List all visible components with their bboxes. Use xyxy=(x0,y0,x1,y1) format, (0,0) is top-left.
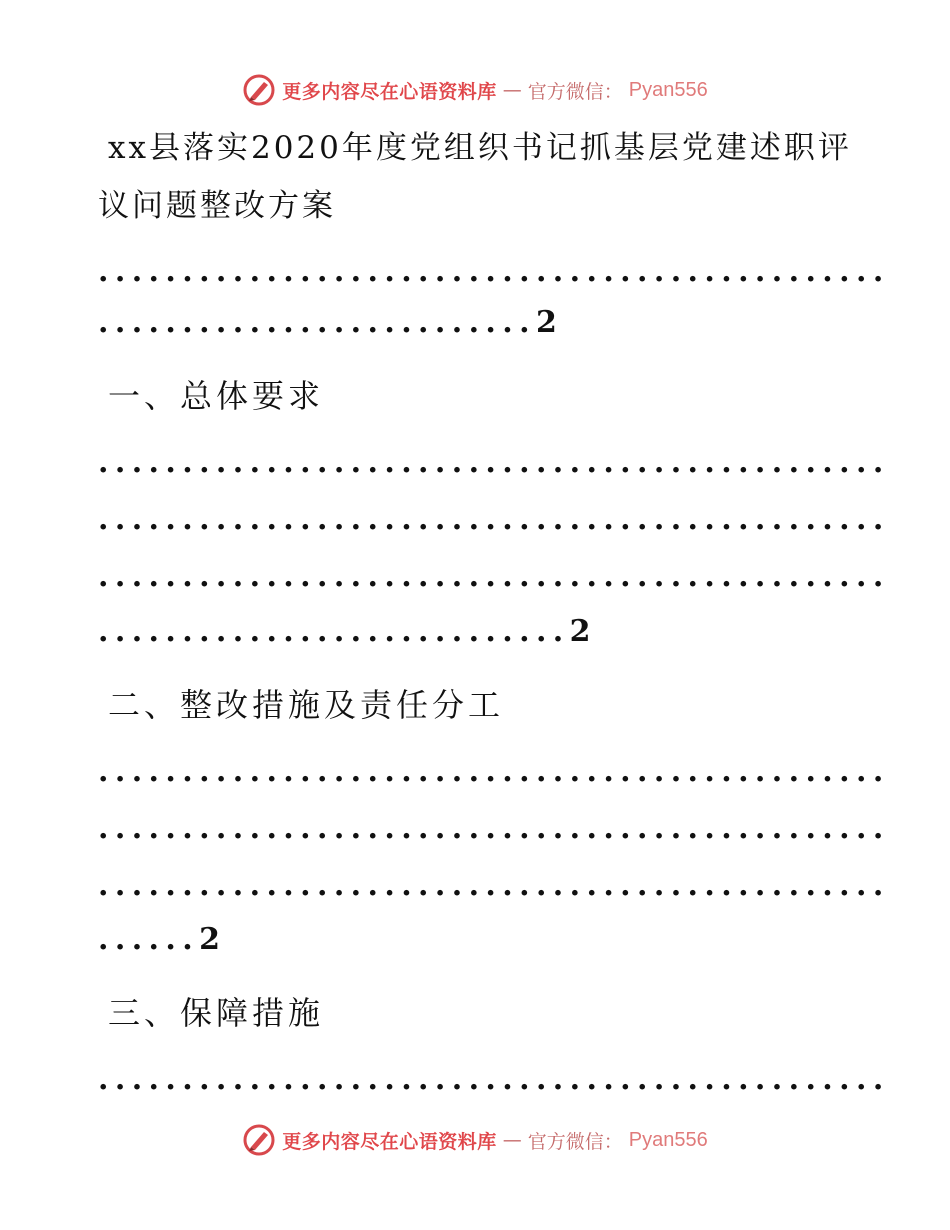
dot-leader: ............................................... xyxy=(98,254,890,289)
watermark-site-text: 更多内容尽在心语资料库 xyxy=(282,80,497,103)
watermark-wechat-label: 官方微信： xyxy=(527,80,623,103)
toc-page-number: 2 xyxy=(199,922,227,957)
watermark-separator: — xyxy=(502,79,522,101)
toc-page-number: 2 xyxy=(569,614,597,649)
pen-logo-icon xyxy=(242,73,276,107)
dot-leader: ............................2 xyxy=(98,614,597,649)
dot-leader: ............................................... xyxy=(98,1062,890,1097)
toc-title-line-1: xx县落实2020年度党组织书记抓基层党建述职评 xyxy=(108,130,852,166)
toc-entry-label: 三、保障措施 xyxy=(108,994,325,1032)
toc-title-line-2: 议问题整改方案 xyxy=(98,188,336,224)
watermark-banner-bottom xyxy=(0,1120,950,1160)
dot-leader: ............................................... xyxy=(98,868,890,903)
dot-leader: ..........................2 xyxy=(98,305,564,340)
dot-leader: ............................................... xyxy=(98,559,890,594)
pen-logo-icon xyxy=(242,1123,276,1157)
toc-entry-label: 一、总体要求 xyxy=(108,377,325,415)
watermark-site-text: 更多内容尽在心语资料库 xyxy=(282,1130,497,1153)
toc-page-number: 2 xyxy=(535,305,564,340)
dot-leader: ......2 xyxy=(98,922,227,957)
watermark-wechat-label: 官方微信： xyxy=(527,1130,623,1153)
dot-leader: ............................................... xyxy=(98,754,890,789)
watermark-wechat-id: Pyan556 xyxy=(628,78,708,101)
toc-entry-label: 二、整改措施及责任分工 xyxy=(108,686,505,724)
watermark-separator: — xyxy=(502,1129,522,1151)
dot-leader: ............................................... xyxy=(98,502,890,537)
dot-leader: ............................................... xyxy=(98,811,890,846)
dot-leader: ............................................... xyxy=(98,445,890,480)
watermark-banner-top xyxy=(0,70,950,110)
watermark-wechat-id: Pyan556 xyxy=(628,1128,708,1151)
